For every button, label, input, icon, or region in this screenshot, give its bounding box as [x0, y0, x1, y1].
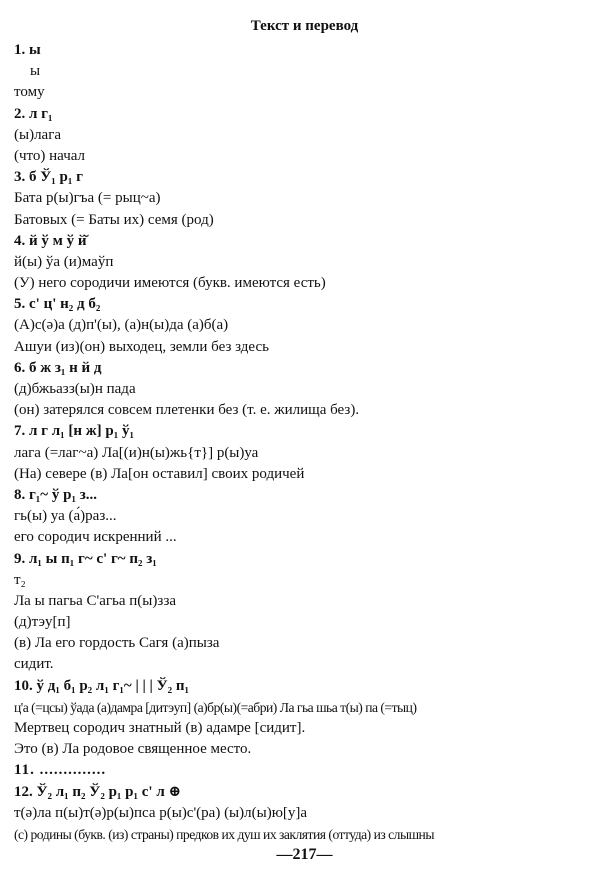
text-line: й(ы) ўа (и)маўп — [14, 253, 114, 270]
entry-number: 12. Ў₂ л₁ п₂ Ў₂ р₁ р₁ с' л ⊕ — [14, 783, 182, 800]
text-line: (А)с(ә)а (д)п'(ы), (а)н(ы)да (а)б(а) — [14, 317, 229, 334]
text-line: ц'а (=цсы) ўада (а)дамра [дитэуп] (а)бр(ы)(=абри) Ла гьа шьа т(ы) па (=тыц) — [14, 699, 417, 715]
text-line: лага (=лаг~а) Ла[(и)н(ы)жь{т}] р(ы)уа — [14, 444, 259, 461]
entry-number: 4. й ў м ў й̆ — [14, 232, 87, 249]
entry-number: 2. л г₁ — [14, 105, 53, 122]
text-line: ы — [30, 63, 41, 80]
entry-number: 3. б Ў₁ р₁ г — [14, 169, 83, 186]
text-body — [14, 40, 599, 845]
text-line: (У) него сородичи имеются (букв. имеются есть) — [14, 275, 326, 292]
text-line: (д)тэу[п] — [14, 614, 71, 631]
text-line: т(ә)ла п(ы)т(ә)р(ы)пса р(ы)с'(ра) (ы)л(ы)ю[у]а — [14, 804, 308, 821]
text-line: Бата р(ы)гъа (= рыц~а) — [14, 190, 161, 207]
entry-number: 5. с' ц' н₂ д б₂ — [14, 296, 101, 313]
entry-number: 6. б ж з₁ н й д — [14, 359, 102, 376]
page-number: —217— — [276, 846, 333, 863]
text-line: его сородич искренний ... — [14, 529, 177, 546]
text-line: (ы)лага — [14, 126, 62, 143]
text-line: (с) родины (букв. (из) страны) предков их душ их заклятия (оттуда) из слышны — [14, 826, 434, 842]
entry-number: 8. г₁~ ў р₁ з... — [14, 486, 97, 503]
text-line: сидит. — [14, 656, 54, 673]
text-line: Это (в) Ла родовое священное место. — [14, 741, 252, 758]
text-line: (На) севере (в) Ла[он оставил] своих родичей — [14, 465, 305, 482]
text-line: т₂ — [14, 571, 26, 588]
text-line: (он) затерялся совсем плетенки без (т. е. жилища без). — [14, 402, 360, 419]
text-line: (д)бжьазз(ы)н пада — [14, 381, 136, 397]
text-line: Ашуи (из)(он) выходец, земли без здесь — [14, 338, 269, 355]
entry-number: 1. ы — [14, 42, 41, 58]
text-line: (в) Ла его гордость Сагя (а)пыза — [14, 635, 220, 652]
text-line: Ла ы пагьа С'агьа п(ы)зза — [14, 592, 177, 609]
entry-number: 7. л г л₁ [н ж] р₁ ў₁ — [14, 423, 134, 440]
text-line: Мертвец сородич знатный (в) адамре [сидит]. — [14, 720, 306, 736]
text-line: (что) начал — [14, 147, 86, 164]
entry-number: 11. .............. — [14, 762, 107, 779]
entry-number: 10. ў д₁ б₁ р₂ л₁ г₁~ | | | Ў₂ п₁ — [14, 677, 189, 694]
text-line: тому — [14, 84, 45, 101]
entry-number: 9. л₁ ы п₁ г~ с' г~ п₂ з₁ — [14, 550, 157, 567]
text-line: гь(ы) уа (а́)раз... — [14, 508, 117, 525]
text-line: Батовых (= Баты их) семя (род) — [14, 211, 214, 228]
page-title: Текст и перевод — [250, 18, 359, 34]
